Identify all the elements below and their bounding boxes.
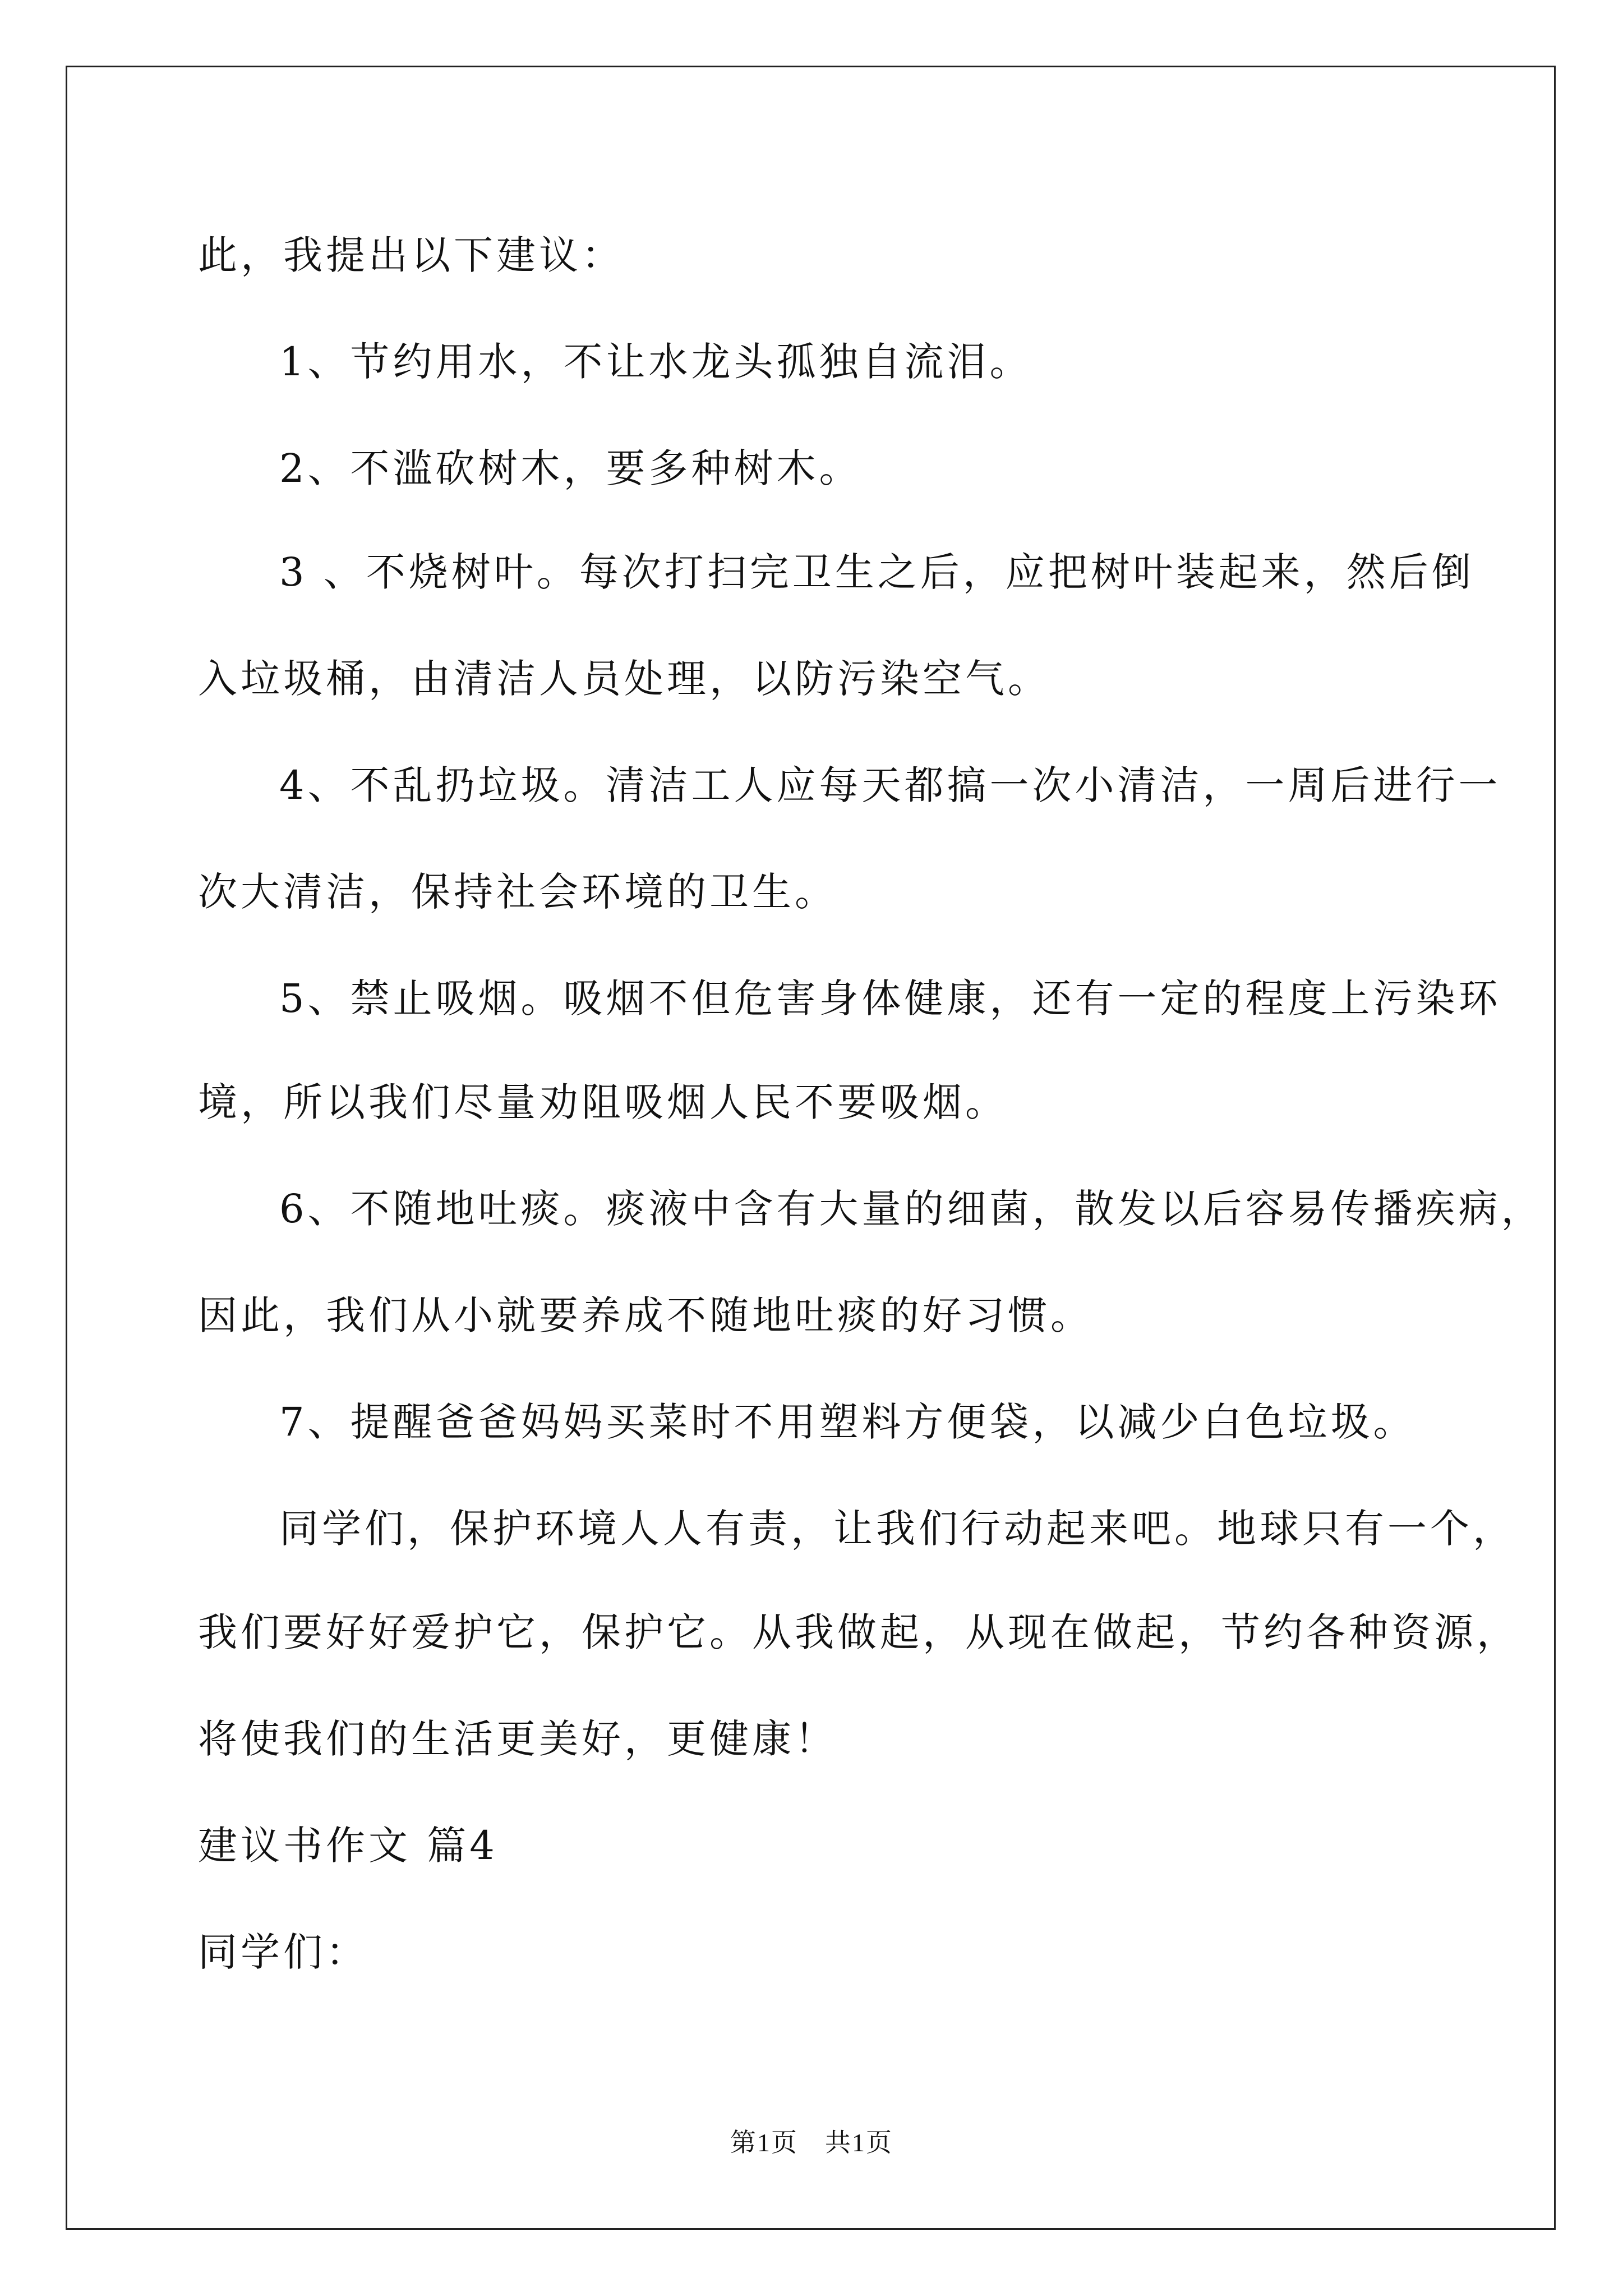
text-line-1: 此，我提出以下建议： bbox=[198, 232, 624, 278]
text-line-4: 3 、不烧树叶。每次打扫完卫生之后，应把树叶装起来，然后倒 bbox=[279, 549, 1474, 595]
page-border bbox=[66, 66, 1556, 2230]
text-line-9: 境，所以我们尽量劝阻吸烟人民不要吸烟。 bbox=[198, 1079, 1008, 1125]
text-line-2: 1、节约用水，不让水龙头孤独自流泪。 bbox=[279, 339, 1032, 385]
text-line-3: 2、不滥砍树木，要多种树木。 bbox=[279, 445, 862, 491]
text-line-11: 因此，我们从小就要养成不随地吐痰的好习惯。 bbox=[198, 1292, 1093, 1338]
salutation: 同学们： bbox=[198, 1929, 368, 1975]
text-line-13: 同学们，保护环境人人有责，让我们行动起来吧。地球只有一个， bbox=[279, 1506, 1515, 1552]
text-line-12: 7、提醒爸爸妈妈买菜时不用塑料方便袋，以减少白色垃圾。 bbox=[279, 1399, 1416, 1445]
page-footer: 第1页 共1页 bbox=[730, 2128, 893, 2157]
section-heading: 建议书作文 篇4 bbox=[198, 1823, 498, 1869]
text-line-15: 将使我们的生活更美好，更健康！ bbox=[198, 1716, 837, 1762]
text-line-8: 5、禁止吸烟。吸烟不但危害身体健康，还有一定的程度上污染环 bbox=[279, 976, 1501, 1022]
text-line-6: 4、不乱扔垃圾。清洁工人应每天都搞一次小清洁，一周后进行一 bbox=[279, 762, 1501, 808]
text-line-10: 6、不随地吐痰。痰液中含有大量的细菌，散发以后容易传播疾病， bbox=[279, 1186, 1544, 1232]
text-line-5: 入垃圾桶，由清洁人员处理，以防污染空气。 bbox=[198, 656, 1050, 702]
text-line-14: 我们要好好爱护它，保护它。从我做起，从现在做起，节约各种资源， bbox=[198, 1609, 1519, 1655]
text-line-7: 次大清洁，保持社会环境的卫生。 bbox=[198, 869, 837, 915]
